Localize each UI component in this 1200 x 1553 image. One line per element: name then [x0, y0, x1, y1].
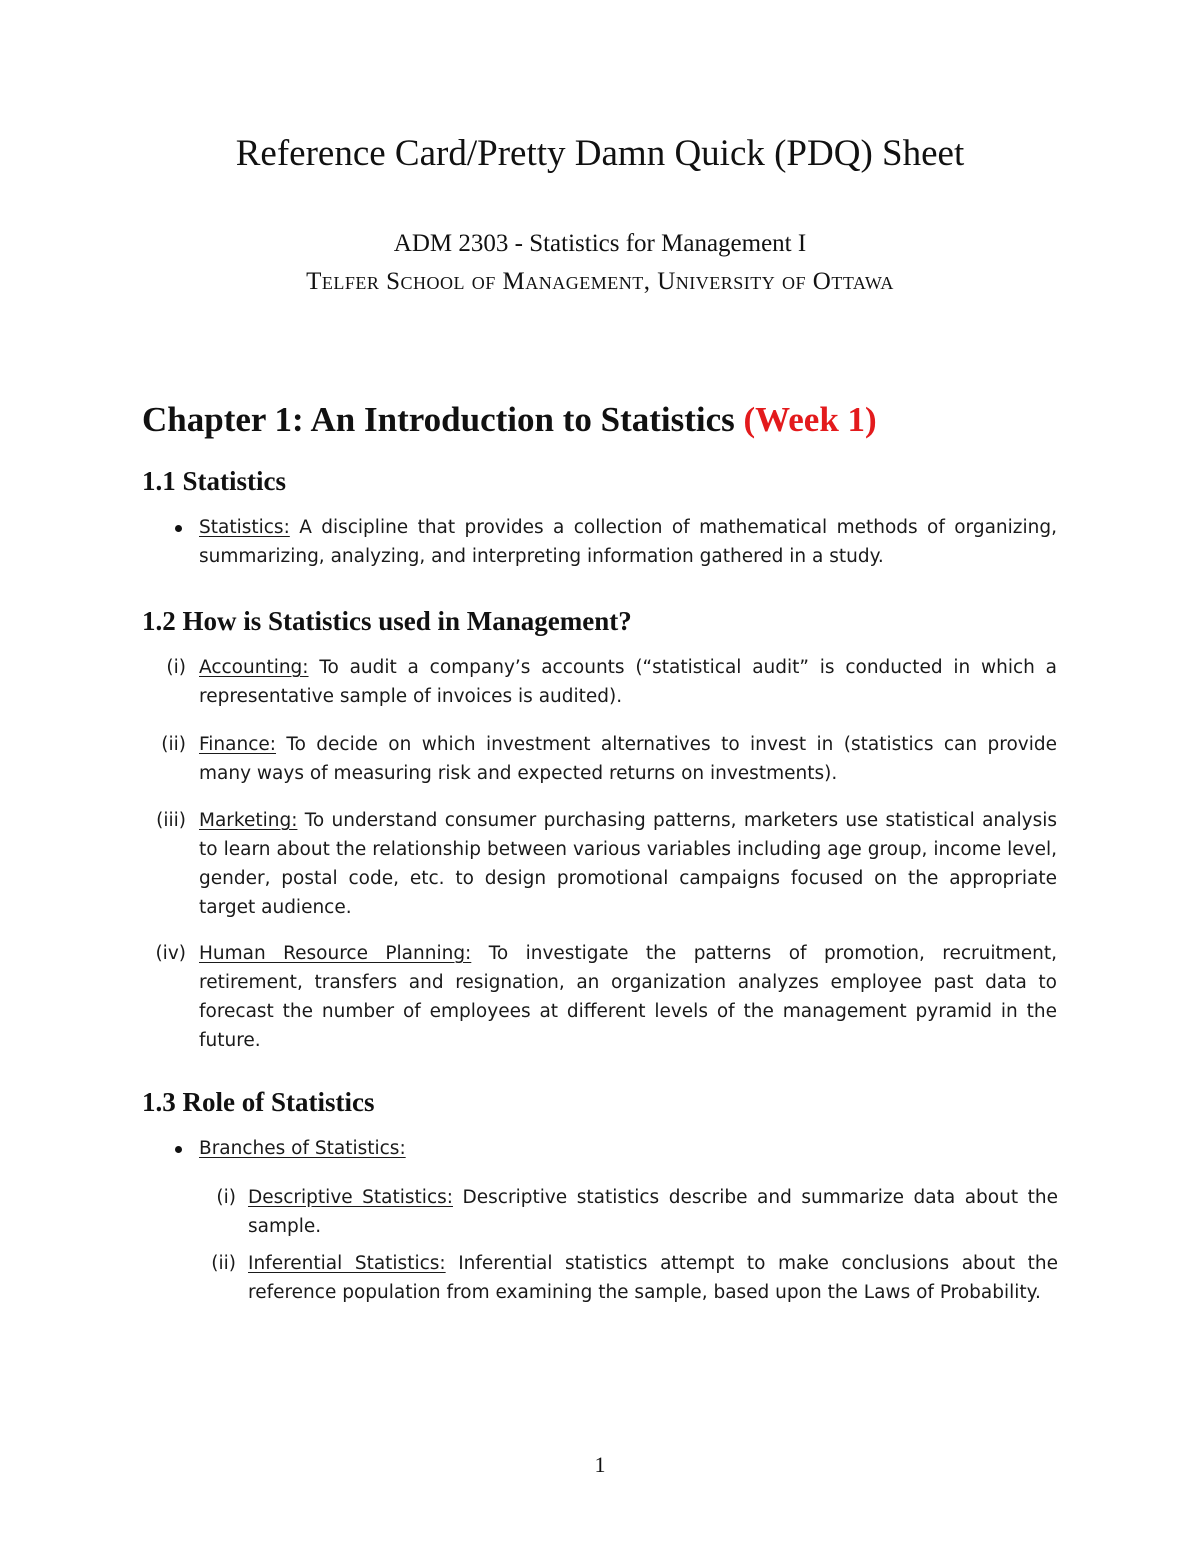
list-item-text — [199, 939, 1057, 1055]
list-item-text — [248, 1183, 1058, 1241]
item-marker: (iv) — [155, 943, 186, 964]
term-description: To decide on which investment alternatives to invest in (statistics can provide many ways of measuring risk and expected returns on investments). — [199, 734, 1057, 784]
list-item-text — [248, 1249, 1058, 1307]
chapter-heading — [142, 400, 877, 440]
item-marker: (i) — [216, 1187, 236, 1208]
item-marker: (ii) — [211, 1253, 236, 1274]
term-description: Inferential statistics attempt to make conclusions about the reference population from examining the sample, based upon the Laws of Probability. — [248, 1253, 1059, 1303]
chapter-title: Chapter 1: An Introduction to Statistics — [142, 400, 735, 439]
chapter-week: (Week 1) — [743, 400, 877, 439]
term-description: To audit a company’s accounts (“statistical audit” is conducted in which a representative sample of invoices is audited). — [199, 657, 1057, 707]
page-number: 1 — [594, 1452, 606, 1477]
section-heading-1-3: 1.3 Role of Statistics — [142, 1087, 375, 1117]
term-description: A discipline that provides a collection of mathematical methods of organizing, summarizing, analyzing, and interpreting information gathered in a study. — [199, 517, 1057, 567]
list-item-text — [199, 806, 1057, 922]
term-label: Finance: — [199, 734, 277, 755]
bullet-icon — [175, 525, 182, 532]
item-marker: (ii) — [161, 734, 186, 755]
term-label: Human Resource Planning: — [199, 943, 472, 964]
item-marker: (iii) — [156, 810, 186, 831]
list-item-text — [199, 1134, 1057, 1163]
term-label: Descriptive Statistics: — [248, 1187, 453, 1208]
school-name: Telfer School of Management, University of Ottawa — [306, 268, 894, 295]
term-label: Statistics: — [199, 517, 290, 538]
list-item-text — [199, 653, 1057, 711]
course-name: ADM 2303 - Statistics for Management I — [393, 230, 807, 257]
term-description: To understand consumer purchasing patterns, marketers use statistical analysis to learn about the relationship between various variables including age group, income level, gender, postal code, etc. to design promotional campaigns focused on the appropriate target audience. — [199, 810, 1057, 918]
term-label: Accounting: — [199, 657, 309, 678]
term-label: Branches of Statistics: — [199, 1138, 406, 1159]
term-description: To investigate the patterns of promotion, recruitment, retirement, transfers and resignation, an organization analyzes employee past data to forecast the number of employees at different levels of the management pyramid in the future. — [199, 943, 1058, 1051]
item-marker: (i) — [166, 657, 186, 678]
term-label: Inferential Statistics: — [248, 1253, 446, 1274]
term-label: Marketing: — [199, 810, 298, 831]
list-item-text — [199, 513, 1057, 571]
bullet-icon — [175, 1146, 182, 1153]
list-item-text — [199, 730, 1057, 788]
section-heading-1-2: 1.2 How is Statistics used in Management? — [142, 606, 632, 636]
section-heading-1-1: 1.1 Statistics — [142, 466, 286, 496]
term-description: Descriptive statistics describe and summarize data about the sample. — [248, 1187, 1058, 1237]
document-title: Reference Card/Pretty Damn Quick (PDQ) Sheet — [235, 133, 965, 174]
